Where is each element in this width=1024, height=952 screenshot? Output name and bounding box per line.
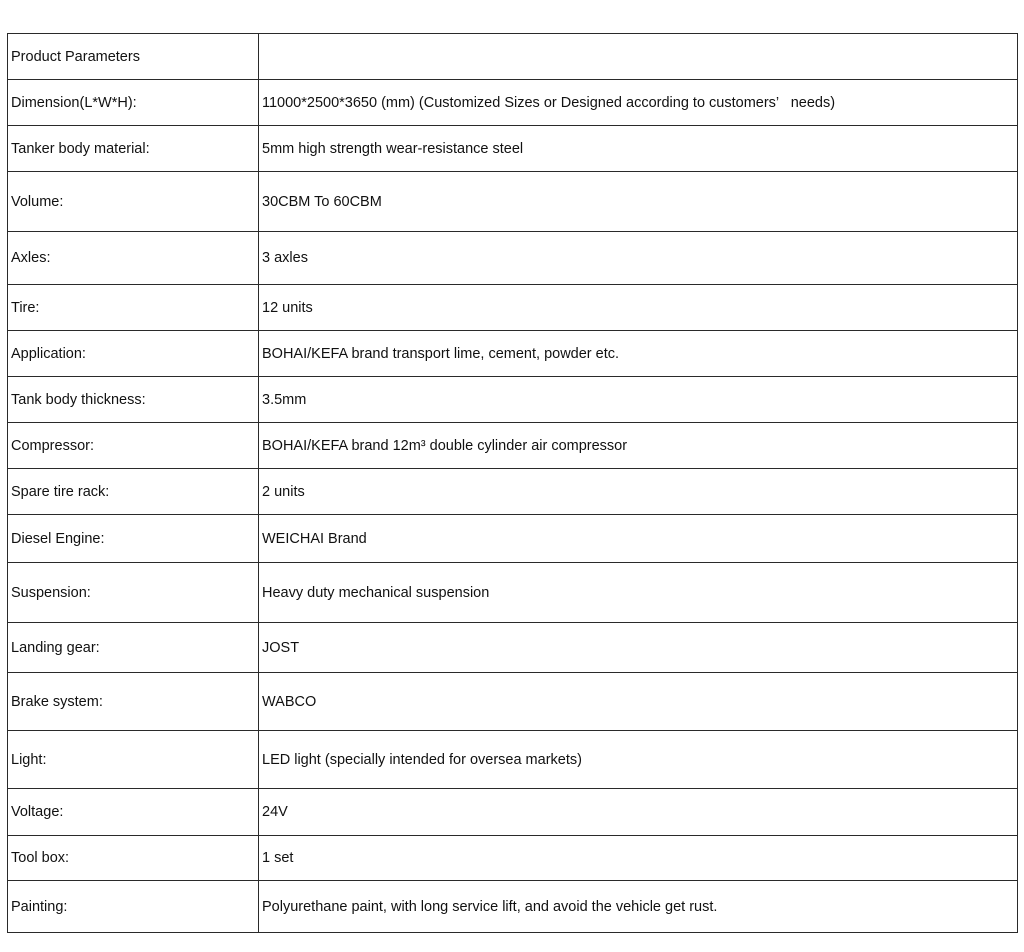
row-label: Painting: bbox=[8, 881, 259, 933]
row-value: WEICHAI Brand bbox=[259, 515, 1018, 563]
table-row-axles bbox=[8, 232, 1018, 285]
row-label: Voltage: bbox=[8, 789, 259, 836]
table-row-brake-system bbox=[8, 673, 1018, 731]
row-label: Light: bbox=[8, 731, 259, 789]
table-row-painting bbox=[8, 881, 1018, 933]
row-value: 3.5mm bbox=[259, 377, 1018, 423]
row-label: Product Parameters bbox=[8, 34, 259, 80]
table-row-tank-body-thickness bbox=[8, 377, 1018, 423]
row-value bbox=[259, 34, 1018, 80]
row-label: Brake system: bbox=[8, 673, 259, 731]
row-label: Dimension(L*W*H): bbox=[8, 80, 259, 126]
row-value: 5mm high strength wear-resistance steel bbox=[259, 126, 1018, 172]
table-row-compressor bbox=[8, 423, 1018, 469]
row-value: 24V bbox=[259, 789, 1018, 836]
row-value: 12 units bbox=[259, 285, 1018, 331]
row-label: Axles: bbox=[8, 232, 259, 285]
row-label: Spare tire rack: bbox=[8, 469, 259, 515]
row-value: JOST bbox=[259, 623, 1018, 673]
row-label: Compressor: bbox=[8, 423, 259, 469]
product-parameters-table bbox=[7, 33, 1018, 933]
table-row-diesel-engine bbox=[8, 515, 1018, 563]
table-body bbox=[8, 34, 1018, 933]
row-value: BOHAI/KEFA brand transport lime, cement, powder etc. bbox=[259, 331, 1018, 377]
row-value: LED light (specially intended for oversea markets) bbox=[259, 731, 1018, 789]
row-label: Suspension: bbox=[8, 563, 259, 623]
row-label: Landing gear: bbox=[8, 623, 259, 673]
row-value: Heavy duty mechanical suspension bbox=[259, 563, 1018, 623]
row-label: Diesel Engine: bbox=[8, 515, 259, 563]
row-label: Tank body thickness: bbox=[8, 377, 259, 423]
table-row-voltage bbox=[8, 789, 1018, 836]
table-row-application bbox=[8, 331, 1018, 377]
row-label: Tool box: bbox=[8, 836, 259, 881]
table-row-tool-box bbox=[8, 836, 1018, 881]
row-value: 3 axles bbox=[259, 232, 1018, 285]
table-row-header bbox=[8, 34, 1018, 80]
row-value: Polyurethane paint, with long service lift, and avoid the vehicle get rust. bbox=[259, 881, 1018, 933]
table-row-tanker-body-material bbox=[8, 126, 1018, 172]
row-value: 30CBM To 60CBM bbox=[259, 172, 1018, 232]
row-value: 1 set bbox=[259, 836, 1018, 881]
table-row-landing-gear bbox=[8, 623, 1018, 673]
table-row-spare-tire-rack bbox=[8, 469, 1018, 515]
row-value: 2 units bbox=[259, 469, 1018, 515]
table-row-suspension bbox=[8, 563, 1018, 623]
row-label: Tire: bbox=[8, 285, 259, 331]
row-label: Volume: bbox=[8, 172, 259, 232]
table-row-light bbox=[8, 731, 1018, 789]
table-row-dimension bbox=[8, 80, 1018, 126]
row-value: WABCO bbox=[259, 673, 1018, 731]
row-value: 11000*2500*3650 (mm) (Customized Sizes or Designed according to customers’ needs) bbox=[259, 80, 1018, 126]
row-label: Tanker body material: bbox=[8, 126, 259, 172]
table-row-volume bbox=[8, 172, 1018, 232]
row-value: BOHAI/KEFA brand 12m³ double cylinder air compressor bbox=[259, 423, 1018, 469]
row-label: Application: bbox=[8, 331, 259, 377]
table-row-tire bbox=[8, 285, 1018, 331]
